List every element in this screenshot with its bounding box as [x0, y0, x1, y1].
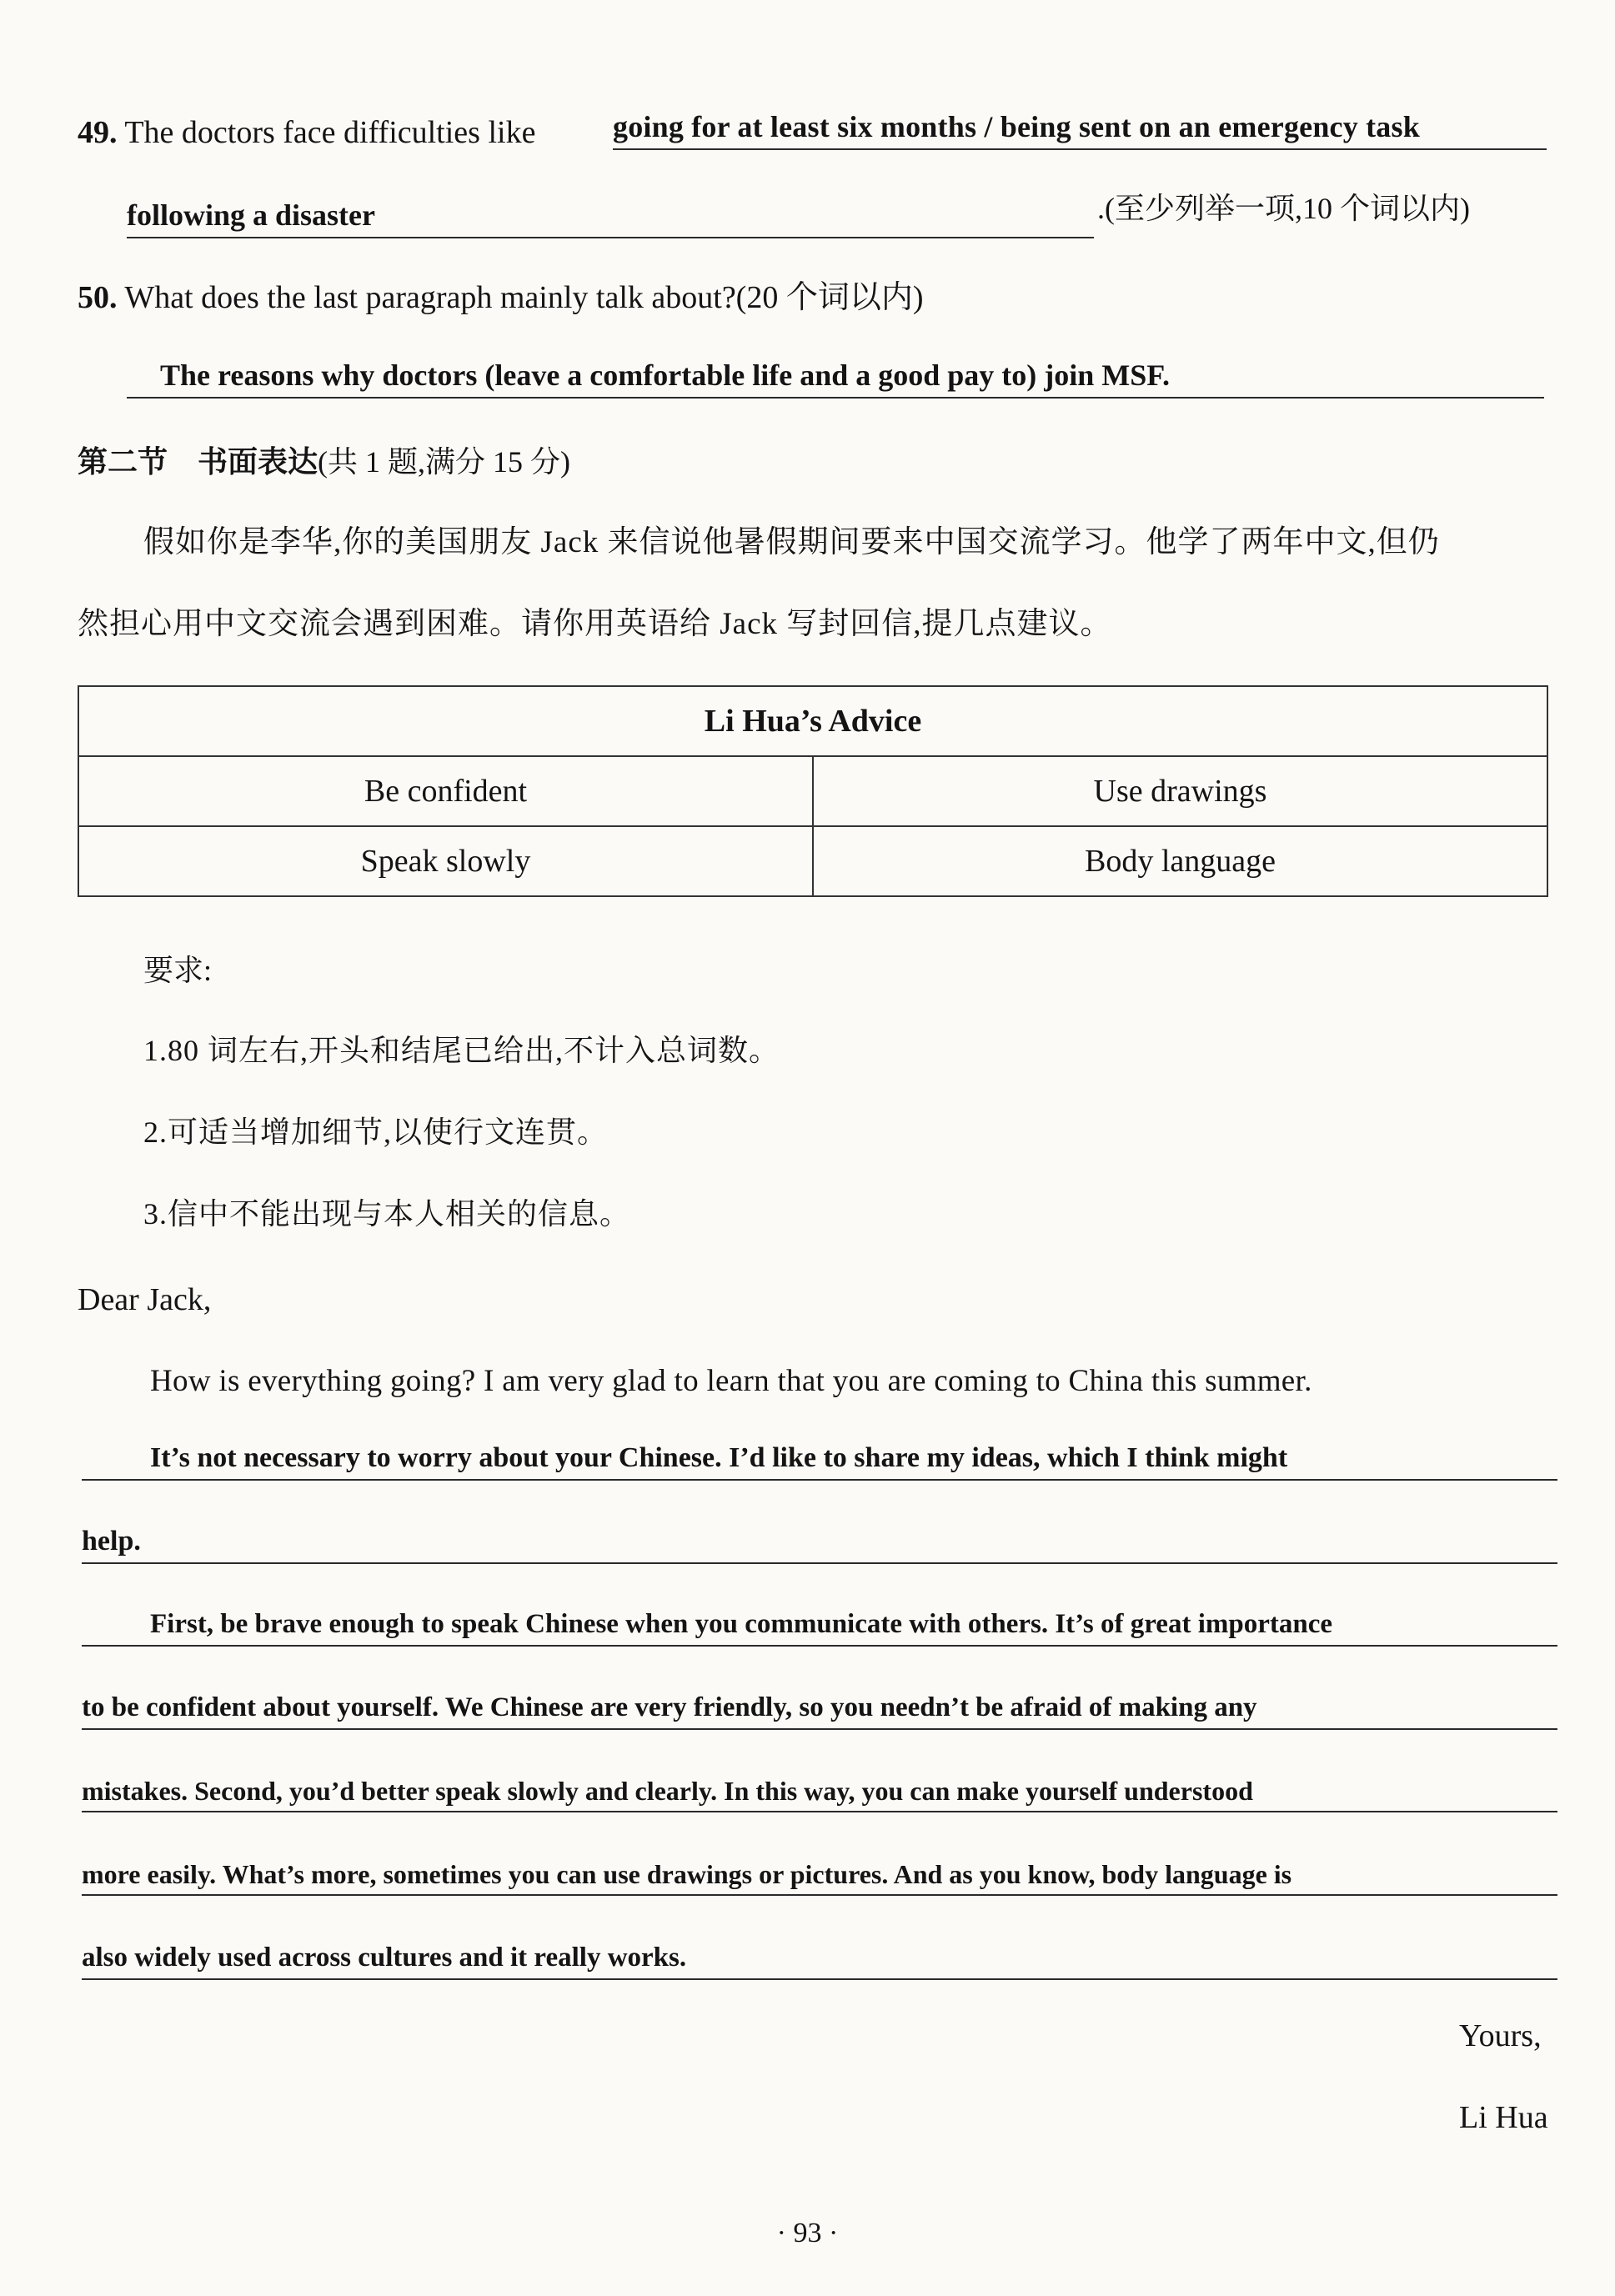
- section-intro-2: 然担心用中文交流会遇到困难。请你用英语给 Jack 写封回信,提几点建议。: [78, 607, 1112, 641]
- letter-answer-line: also widely used across cultures and it really works.: [82, 1944, 1557, 1980]
- letter-greeting: Dear Jack,: [78, 1282, 212, 1317]
- letter-answer-line: First, be brave enough to speak Chinese when you communicate with others. It’s of great importance: [82, 1611, 1557, 1647]
- table-cell: Speak slowly: [78, 826, 813, 896]
- section-heading: 第二节 书面表达: [78, 445, 318, 479]
- q49-prompt: The doctors face difficulties like: [124, 115, 536, 150]
- letter-answer-line: to be confident about yourself. We Chinese are very friendly, so you needn’t be afraid of making any: [82, 1694, 1557, 1730]
- advice-table-title: Li Hua’s Advice: [78, 686, 1547, 756]
- letter-answer-line: help.: [82, 1527, 1557, 1564]
- q50-answer: The reasons why doctors (leave a comfortable life and a good pay to) join MSF.: [127, 360, 1544, 399]
- table-cell: Be confident: [78, 756, 813, 826]
- page-number: · 93 ·: [776, 2218, 839, 2248]
- letter-opening: How is everything going? I am very glad to learn that you are coming to China this summer.: [150, 1364, 1312, 1398]
- table-row: [78, 756, 1547, 826]
- section-heading-line: [78, 447, 570, 477]
- requirement-item: 3.信中不能出现与本人相关的信息。: [143, 1197, 631, 1231]
- q49-note: .(至少列举一项,10 个词以内): [1097, 192, 1470, 225]
- letter-signature: Li Hua: [1459, 2100, 1548, 2135]
- q49-answer-line-2: following a disaster: [127, 200, 1094, 238]
- letter-answer-line: more easily. What’s more, sometimes you can use drawings or pictures. And as you know, body language is: [82, 1861, 1557, 1896]
- advice-table: [78, 685, 1548, 897]
- section-heading-note: (共 1 题,满分 15 分): [318, 445, 570, 479]
- requirement-item: 1.80 词左右,开头和结尾已给出,不计入总词数。: [143, 1034, 780, 1067]
- q50-prompt: What does the last paragraph mainly talk about?(20 个词以内): [124, 280, 924, 315]
- section-intro-1: 假如你是李华,你的美国朋友 Jack 来信说他暑假期间要来中国交流学习。他学了两年中文,但仍: [143, 525, 1440, 559]
- letter-answer-line: It’s not necessary to worry about your Chinese. I’d like to share my ideas, which I think might: [82, 1444, 1557, 1481]
- table-cell: Use drawings: [813, 756, 1547, 826]
- q49-prompt-line: [78, 117, 535, 148]
- q50-number: 50.: [78, 280, 118, 315]
- table-cell: Body language: [813, 826, 1547, 896]
- advice-table-header-row: [78, 686, 1547, 756]
- letter-answer-line: mistakes. Second, you’d better speak slowly and clearly. In this way, you can make yourself understood: [82, 1777, 1557, 1812]
- requirement-item: 2.可适当增加细节,以使行文连贯。: [143, 1115, 609, 1149]
- q50-prompt-line: [78, 282, 924, 313]
- table-row: [78, 826, 1547, 896]
- letter-closing: Yours,: [1459, 2018, 1542, 2053]
- q49-number: 49.: [78, 115, 118, 150]
- requirements-label: 要求:: [143, 954, 213, 987]
- q49-answer-line-1: going for at least six months / being sent on an emergency task: [613, 112, 1547, 150]
